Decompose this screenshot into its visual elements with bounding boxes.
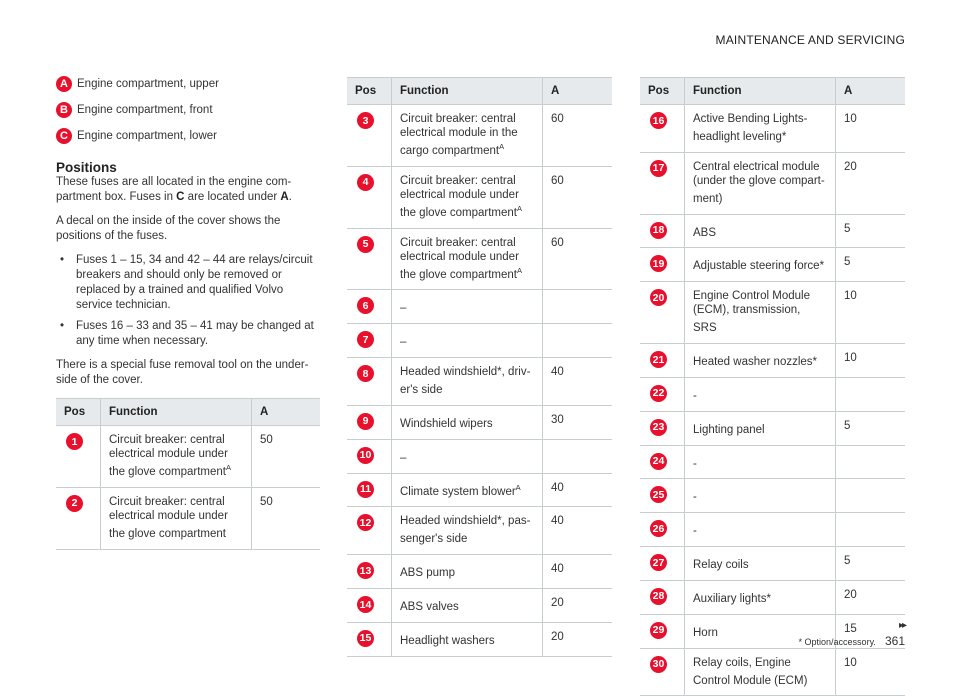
function-text: Lighting panel bbox=[693, 423, 765, 436]
function-text: – bbox=[400, 451, 407, 464]
amp-cell: 15 bbox=[836, 614, 906, 648]
continue-arrows-icon: ▸▸ bbox=[898, 620, 905, 631]
function-cell bbox=[392, 589, 543, 623]
col-header-function: Function bbox=[685, 78, 836, 105]
table-row bbox=[347, 405, 612, 439]
fuse-number-icon: 12 bbox=[357, 514, 374, 531]
function-text: ABS bbox=[693, 226, 717, 239]
footnote-marker: A bbox=[499, 142, 505, 151]
function-text: - bbox=[693, 457, 697, 470]
table-row bbox=[347, 473, 612, 507]
table-header-row bbox=[640, 78, 905, 105]
function-cell bbox=[685, 445, 836, 479]
function-cell bbox=[392, 439, 543, 473]
amp-cell bbox=[836, 513, 906, 547]
amp-cell: 20 bbox=[543, 589, 613, 623]
function-text: ABS valves bbox=[400, 600, 459, 613]
function-text: Circuit breaker: central electrical module under the glove compartment bbox=[109, 434, 228, 478]
fuse-number-icon: 9 bbox=[357, 413, 374, 430]
pos-cell bbox=[347, 324, 392, 358]
pos-cell bbox=[56, 487, 101, 549]
amp-cell: 5 bbox=[836, 214, 906, 248]
col-header-amp: A bbox=[252, 399, 321, 426]
table-row bbox=[640, 445, 905, 479]
function-cell bbox=[685, 648, 836, 696]
pos-cell bbox=[347, 228, 392, 290]
table-row bbox=[640, 580, 905, 614]
function-cell bbox=[685, 377, 836, 411]
pos-cell bbox=[347, 290, 392, 324]
amp-cell: 20 bbox=[836, 580, 906, 614]
amp-cell bbox=[836, 479, 906, 513]
text-span: are located under bbox=[184, 191, 281, 203]
fuse-number-icon: 8 bbox=[357, 365, 374, 382]
table-row bbox=[640, 377, 905, 411]
fuse-number-icon: 1 bbox=[66, 433, 83, 450]
amp-cell: 50 bbox=[252, 487, 321, 549]
fuse-number-icon: 4 bbox=[357, 174, 374, 191]
pos-cell bbox=[347, 405, 392, 439]
table-row bbox=[640, 479, 905, 513]
table-row bbox=[347, 358, 612, 406]
fuse-number-icon: 15 bbox=[357, 630, 374, 647]
table-row bbox=[347, 622, 612, 656]
function-text: Relay coils, Engine Control Module (ECM) bbox=[693, 656, 808, 687]
middle-column bbox=[347, 77, 612, 657]
table-row bbox=[640, 547, 905, 581]
function-cell bbox=[392, 473, 543, 507]
fuse-number-icon: 11 bbox=[357, 481, 374, 498]
table-row bbox=[347, 589, 612, 623]
fuse-number-icon: 17 bbox=[650, 160, 667, 177]
pos-cell bbox=[640, 614, 685, 648]
amp-cell: 30 bbox=[543, 405, 613, 439]
positions-paragraph-2: A decal on the inside of the cover shows the positions of the fuses. bbox=[56, 215, 281, 242]
amp-cell bbox=[836, 377, 906, 411]
function-text: Headed windshield*, pas-senger's side bbox=[400, 515, 531, 546]
function-text: Circuit breaker: central electrical module under the glove compartment bbox=[400, 174, 519, 219]
fuse-number-icon: 7 bbox=[357, 331, 374, 348]
table-row bbox=[347, 105, 612, 167]
pos-cell bbox=[347, 166, 392, 228]
function-text: Circuit breaker: central electrical module under the glove compartment bbox=[109, 495, 228, 540]
function-cell bbox=[392, 507, 543, 555]
function-cell bbox=[392, 228, 543, 290]
amp-cell: 40 bbox=[543, 358, 613, 406]
fuse-number-icon: 21 bbox=[650, 351, 667, 368]
marker-b-icon: B bbox=[56, 102, 72, 118]
pos-cell bbox=[347, 358, 392, 406]
table-row bbox=[640, 214, 905, 248]
col-header-amp: A bbox=[543, 78, 613, 105]
table-row bbox=[347, 166, 612, 228]
table-row bbox=[640, 152, 905, 214]
section-header: MAINTENANCE AND SERVICING bbox=[715, 33, 905, 47]
function-cell bbox=[101, 426, 252, 488]
marker-c-icon: C bbox=[56, 128, 72, 144]
amp-cell: 40 bbox=[543, 507, 613, 555]
fuse-number-icon: 29 bbox=[650, 622, 667, 639]
table-header-row bbox=[56, 399, 320, 426]
pos-cell bbox=[640, 152, 685, 214]
function-text: - bbox=[693, 491, 697, 504]
right-column bbox=[640, 77, 905, 696]
fuse-number-icon: 27 bbox=[650, 554, 667, 571]
amp-cell: 40 bbox=[543, 473, 613, 507]
fuse-number-icon: 5 bbox=[357, 236, 374, 253]
amp-cell: 10 bbox=[836, 282, 906, 344]
function-cell bbox=[685, 152, 836, 214]
col-header-pos: Pos bbox=[56, 399, 101, 426]
table-body bbox=[56, 426, 320, 550]
fuse-number-icon: 16 bbox=[650, 112, 667, 129]
amp-cell bbox=[543, 324, 613, 358]
fuse-number-icon: 25 bbox=[650, 486, 667, 503]
pos-cell bbox=[56, 426, 101, 488]
positions-heading: Positions bbox=[56, 160, 117, 175]
function-cell bbox=[101, 487, 252, 549]
table-body bbox=[347, 105, 612, 657]
pos-cell bbox=[640, 648, 685, 696]
pos-cell bbox=[640, 547, 685, 581]
legend-text: Engine compartment, front bbox=[77, 104, 213, 116]
footnote-marker: A bbox=[515, 482, 521, 492]
table-header-row bbox=[347, 78, 612, 105]
function-cell bbox=[685, 214, 836, 248]
fuse-number-icon: 2 bbox=[66, 495, 83, 512]
function-cell bbox=[392, 405, 543, 439]
function-cell bbox=[685, 344, 836, 378]
table-row bbox=[640, 411, 905, 445]
function-cell bbox=[685, 248, 836, 282]
function-text: Active Bending Lights-headlight leveling* bbox=[693, 113, 808, 143]
function-text: - bbox=[693, 389, 697, 402]
positions-paragraph-3: There is a special fuse removal tool on the under-side of the cover. bbox=[56, 359, 309, 386]
legend-text: Engine compartment, lower bbox=[77, 130, 217, 142]
function-text: Climate system blower bbox=[400, 485, 516, 498]
legend-text: Engine compartment, upper bbox=[77, 78, 219, 90]
fuse-table-1 bbox=[56, 398, 320, 550]
footnote-marker: A bbox=[516, 265, 522, 275]
fuse-number-icon: 22 bbox=[650, 385, 667, 402]
function-text: Circuit breaker: central electrical module in the cargo compartment bbox=[400, 113, 518, 157]
amp-cell bbox=[836, 445, 906, 479]
amp-cell: 50 bbox=[252, 426, 321, 488]
bullet-item: • Fuses 1 – 15, 34 and 42 – 44 are relays/circuit breakers and should only be removed or replaced by a trained and qualified Volvo service technician. bbox=[56, 253, 320, 313]
legend bbox=[56, 76, 320, 144]
function-text: Headed windshield*, driv-er's side bbox=[400, 366, 531, 396]
pos-cell bbox=[640, 282, 685, 344]
pos-cell bbox=[347, 105, 392, 167]
table-row bbox=[347, 439, 612, 473]
table-body bbox=[640, 105, 905, 696]
text-span: These fuses are all located in the engine com-partment box. Fuses in bbox=[56, 176, 292, 203]
amp-cell: 20 bbox=[543, 622, 613, 656]
pos-cell bbox=[347, 589, 392, 623]
legend-item bbox=[56, 102, 320, 118]
pos-cell bbox=[640, 513, 685, 547]
function-text: Headlight washers bbox=[400, 634, 495, 647]
fuse-number-icon: 3 bbox=[357, 112, 374, 129]
function-text: Horn bbox=[693, 626, 718, 639]
text-span: . bbox=[288, 191, 292, 203]
pos-cell bbox=[640, 445, 685, 479]
pos-cell bbox=[640, 105, 685, 153]
fuse-number-icon: 6 bbox=[357, 297, 374, 314]
table-row bbox=[56, 426, 320, 488]
col-header-amp: A bbox=[836, 78, 906, 105]
function-text: Heated washer nozzles* bbox=[693, 355, 818, 368]
amp-cell: 10 bbox=[836, 105, 906, 153]
function-text: Circuit breaker: central electrical module under the glove compartment bbox=[400, 236, 519, 281]
table-row bbox=[640, 344, 905, 378]
function-cell bbox=[392, 622, 543, 656]
table-row bbox=[640, 648, 905, 696]
function-cell bbox=[685, 479, 836, 513]
fuse-number-icon: 26 bbox=[650, 520, 667, 537]
fuse-table-2 bbox=[347, 77, 612, 657]
col-header-function: Function bbox=[392, 78, 543, 105]
pos-cell bbox=[640, 411, 685, 445]
amp-cell bbox=[543, 290, 613, 324]
pos-cell bbox=[640, 214, 685, 248]
positions-paragraph-1 bbox=[56, 175, 320, 205]
function-text: Engine Control Module (ECM), transmission, SRS bbox=[693, 290, 810, 335]
function-cell bbox=[392, 105, 543, 167]
pos-cell bbox=[640, 344, 685, 378]
amp-cell: 40 bbox=[543, 555, 613, 589]
fuse-number-icon: 14 bbox=[357, 596, 374, 613]
fuse-number-icon: 30 bbox=[650, 656, 667, 673]
pos-cell bbox=[347, 507, 392, 555]
table-row bbox=[347, 290, 612, 324]
pos-cell bbox=[347, 555, 392, 589]
amp-cell: 60 bbox=[543, 228, 613, 290]
table-row bbox=[56, 487, 320, 549]
function-cell bbox=[392, 166, 543, 228]
function-cell bbox=[685, 580, 836, 614]
fuse-number-icon: 13 bbox=[357, 562, 374, 579]
function-cell bbox=[392, 290, 543, 324]
footnote: * Option/accessory. bbox=[798, 637, 876, 647]
fuse-number-icon: 19 bbox=[650, 255, 667, 272]
function-cell bbox=[392, 324, 543, 358]
fuse-number-icon: 10 bbox=[357, 447, 374, 464]
amp-cell: 5 bbox=[836, 411, 906, 445]
left-column bbox=[56, 76, 320, 550]
table-row bbox=[640, 105, 905, 153]
fuse-number-icon: 23 bbox=[650, 419, 667, 436]
table-row bbox=[347, 324, 612, 358]
amp-cell: 60 bbox=[543, 166, 613, 228]
pos-cell bbox=[347, 622, 392, 656]
fuse-number-icon: 24 bbox=[650, 453, 667, 470]
function-cell bbox=[392, 358, 543, 406]
function-text: - bbox=[693, 525, 697, 538]
pos-cell bbox=[640, 248, 685, 282]
footnote-marker: A bbox=[225, 463, 231, 472]
table-row bbox=[347, 507, 612, 555]
fuse-number-icon: 18 bbox=[650, 222, 667, 239]
page-number: 361 bbox=[884, 634, 905, 648]
amp-cell: 5 bbox=[836, 547, 906, 581]
function-cell bbox=[392, 555, 543, 589]
function-text: Central electrical module (under the glove compart-ment) bbox=[693, 160, 825, 205]
col-header-function: Function bbox=[101, 399, 252, 426]
table-row bbox=[640, 248, 905, 282]
function-cell bbox=[685, 105, 836, 153]
bullet-item: • Fuses 16 – 33 and 35 – 41 may be changed at any time when necessary. bbox=[56, 319, 320, 349]
amp-cell: 20 bbox=[836, 152, 906, 214]
amp-cell: 60 bbox=[543, 105, 613, 167]
fuse-number-icon: 20 bbox=[650, 289, 667, 306]
fuse-table-3 bbox=[640, 77, 905, 696]
table-row bbox=[640, 282, 905, 344]
page-footer bbox=[799, 634, 905, 648]
function-cell bbox=[685, 547, 836, 581]
amp-cell: 10 bbox=[836, 648, 906, 696]
footnote-marker: A bbox=[516, 203, 522, 213]
amp-cell: 5 bbox=[836, 248, 906, 282]
pos-cell bbox=[347, 473, 392, 507]
pos-cell bbox=[640, 479, 685, 513]
function-cell bbox=[685, 513, 836, 547]
function-text: – bbox=[400, 336, 407, 349]
marker-a-icon: A bbox=[56, 76, 72, 92]
table-row bbox=[640, 513, 905, 547]
function-text: Windshield wipers bbox=[400, 417, 493, 430]
fuse-box-c-label: C bbox=[176, 191, 185, 203]
col-header-pos: Pos bbox=[347, 78, 392, 105]
fuse-number-icon: 28 bbox=[650, 588, 667, 605]
amp-cell bbox=[543, 439, 613, 473]
pos-cell bbox=[640, 580, 685, 614]
table-row bbox=[347, 228, 612, 290]
pos-cell bbox=[640, 377, 685, 411]
pos-cell bbox=[347, 439, 392, 473]
function-cell bbox=[685, 282, 836, 344]
function-cell bbox=[685, 411, 836, 445]
function-text: Auxiliary lights* bbox=[693, 592, 771, 605]
positions-bullets bbox=[56, 253, 320, 349]
legend-item bbox=[56, 76, 320, 92]
legend-item bbox=[56, 128, 320, 144]
amp-cell: 10 bbox=[836, 344, 906, 378]
function-text: ABS pump bbox=[400, 567, 455, 580]
fuse-box-a-label: A bbox=[280, 191, 289, 203]
table-row bbox=[347, 555, 612, 589]
function-text: Adjustable steering force* bbox=[693, 260, 825, 273]
function-text: Relay coils bbox=[693, 558, 749, 571]
function-text: – bbox=[400, 302, 407, 315]
col-header-pos: Pos bbox=[640, 78, 685, 105]
